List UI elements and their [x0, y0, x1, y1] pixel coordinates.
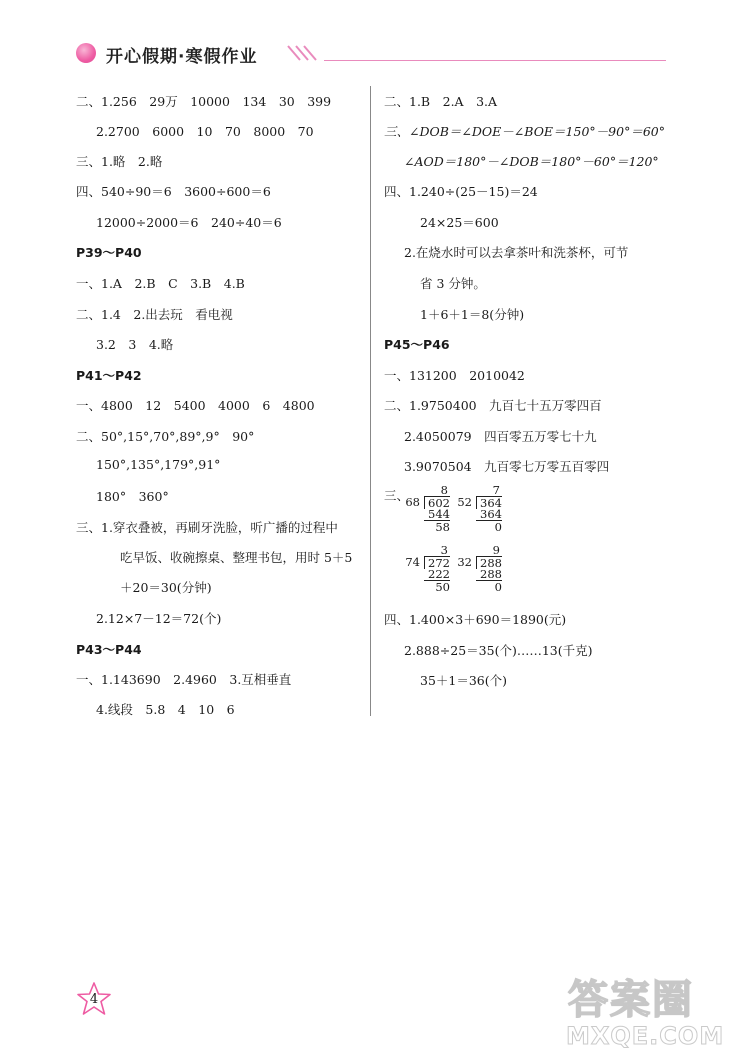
- answer-line: 2.4050079 四百零五万零七十九: [404, 429, 597, 444]
- answer-line: 2.2700 6000 10 70 8000 70: [96, 124, 314, 139]
- division-problem: [457, 483, 502, 534]
- pink-circle-icon: [76, 43, 96, 63]
- answer-line: 4.线段 5.8 4 10 6: [96, 702, 235, 717]
- answer-line: 二、1.4 2.出去玩 看电视: [76, 307, 233, 322]
- answer-line: 三、1.略 2.略: [76, 154, 163, 169]
- answer-line: ∠AOD＝180°－∠DOB＝180°－60°＝120°: [404, 154, 659, 169]
- division-quotient: 9: [492, 543, 500, 557]
- division-dividend: 364: [476, 496, 502, 509]
- answer-line: 二、50°,15°,70°,89°,9° 90°: [76, 429, 255, 444]
- division-divisor: 74: [405, 555, 420, 569]
- section-heading: P41～P42: [76, 368, 142, 383]
- division-remainder: 58: [435, 520, 450, 534]
- section-heading: P45～P46: [384, 337, 450, 352]
- answer-line: 二、1.256 29万 10000 134 30 399: [76, 94, 332, 109]
- answer-line: 24×25＝600: [420, 215, 499, 230]
- division-divisor: 68: [405, 495, 420, 509]
- division-problem: [457, 543, 502, 594]
- answer-line: 2.888÷25＝35(个)……13(千克): [404, 643, 593, 658]
- division-remainder: 0: [494, 580, 502, 594]
- answer-line: 一、1.A 2.B C 3.B 4.B: [76, 276, 245, 291]
- answer-line: 四、1.400×3＋690＝1890(元): [384, 612, 567, 627]
- column-divider: [370, 86, 371, 716]
- header-rule: [324, 60, 666, 61]
- division-divisor: 52: [457, 495, 472, 509]
- division-remainder: 50: [435, 580, 450, 594]
- answer-line: 3.2 3 4.略: [96, 337, 174, 352]
- division-quotient: 7: [492, 483, 500, 497]
- division-product: 288: [476, 568, 502, 581]
- answer-line: 三、1.穿衣叠被，再刷牙洗脸，听广播的过程中: [76, 520, 338, 535]
- answer-line: 三、∠DOB＝∠DOE－∠BOE＝150°－90°＝60°: [384, 124, 665, 139]
- answer-line: 180° 360°: [96, 489, 169, 504]
- answer-line: 省 3 分钟。: [420, 276, 486, 291]
- division-remainder: 0: [494, 520, 502, 534]
- answer-line: 四、1.240÷(25－15)＝24: [384, 184, 538, 199]
- answer-line: 2.12×7－12＝72(个): [96, 611, 222, 626]
- watermark-url: MXQE.COM: [566, 1022, 725, 1050]
- division-dividend: 272: [424, 556, 450, 569]
- division-problem: [405, 543, 450, 594]
- answer-line: 2.在烧水时可以去拿茶叶和洗茶杯，可节: [404, 245, 629, 260]
- long-division-block: [384, 484, 534, 600]
- answer-line: 一、4800 12 5400 4000 6 4800: [76, 398, 315, 413]
- division-product: 364: [476, 508, 502, 521]
- answer-line: 35＋1＝36(个): [420, 673, 508, 688]
- section-heading: P39～P40: [76, 245, 142, 260]
- header-title: 开心假期·寒假作业: [106, 47, 258, 67]
- division-problem: [405, 483, 450, 534]
- watermark: [560, 968, 740, 1054]
- answer-line: 吃早饭、收碗擦桌、整理书包，用时 5＋5: [120, 550, 353, 565]
- answer-line: 二、1.9750400 九百七十五万零四百: [384, 398, 602, 413]
- answer-line: 1＋6＋1＝8(分钟): [420, 307, 525, 322]
- answer-line: 二、1.B 2.A 3.A: [384, 94, 498, 109]
- division-label: 三、: [384, 488, 410, 503]
- answer-line: ＋20＝30(分钟): [120, 580, 212, 595]
- section-heading: P43～P44: [76, 642, 142, 657]
- answer-line: 一、131200 2010042: [384, 368, 525, 383]
- page-number: 4: [89, 992, 99, 1007]
- division-quotient: 3: [440, 543, 448, 557]
- division-divisor: 32: [457, 555, 472, 569]
- watermark-logo-text: 答案圈: [568, 977, 694, 1023]
- division-product: 544: [424, 508, 450, 521]
- division-dividend: 602: [424, 496, 450, 509]
- division-product: 222: [424, 568, 450, 581]
- division-dividend: 288: [476, 556, 502, 569]
- slash-decoration-icon: [284, 40, 324, 66]
- answer-line: 四、540÷90＝6 3600÷600＝6: [76, 184, 271, 199]
- division-quotient: 8: [440, 483, 448, 497]
- answer-line: 150°,135°,179°,91°: [96, 457, 221, 472]
- answer-line: 3.9070504 九百零七万零五百零四: [404, 459, 610, 474]
- answer-line: 12000÷2000＝6 240÷40＝6: [96, 215, 282, 230]
- page-header: [74, 40, 666, 66]
- answer-line: 一、1.143690 2.4960 3.互相垂直: [76, 672, 292, 687]
- page-number-badge: [76, 982, 112, 1019]
